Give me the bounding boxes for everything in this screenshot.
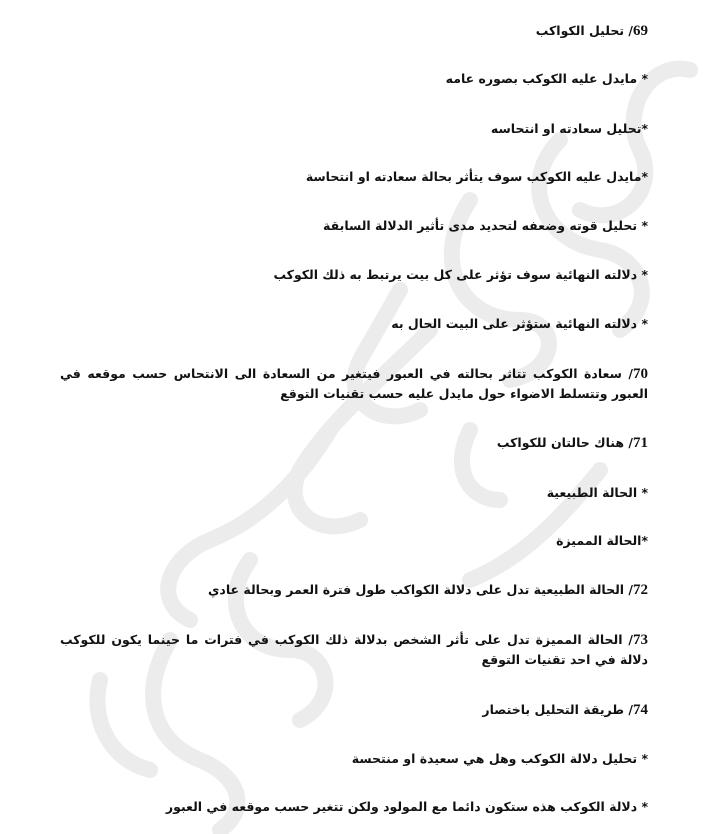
- bullet-line: [60, 69, 648, 89]
- item-72: [60, 580, 648, 600]
- item-74: [60, 700, 648, 720]
- bullet-line: [60, 314, 648, 334]
- bullet-line: [60, 119, 648, 139]
- line-text: *الحالة المميزة: [556, 533, 648, 548]
- line-text: * دلالة الكوكب هذه ستكون دائما مع المولود ولكن تتغير حسب موقعه في العبور: [165, 799, 648, 814]
- item-text: / هناك حالتان للكواكب: [496, 435, 633, 450]
- item-number: 70: [633, 366, 648, 382]
- bullet-line: [60, 265, 648, 285]
- item-number: 74: [633, 702, 648, 718]
- line-text: *تحليل سعادته او انتحاسه: [490, 121, 648, 136]
- item-71: [60, 433, 648, 453]
- item-number: 72: [633, 582, 648, 598]
- item-70: [60, 364, 648, 404]
- item-number: 71: [633, 435, 648, 451]
- item-text: / تحليل الكواكب: [535, 23, 633, 38]
- line-text: * تحليل قوته وضعفه لتحديد مدى تأثير الدلالة السابقة: [323, 218, 648, 233]
- line-text: *مايدل عليه الكوكب سوف يتأثر بحالة سعادته او انتحاسة: [305, 169, 648, 184]
- item-text: / سعادة الكوكب تتاثر بحالته في العبور فيتغير من السعادة الى الانتحاس حسب موقعه في العبور وتتسلط الاضواء حول مايدل عليه حسب تقنيات التوقع: [60, 366, 648, 401]
- item-number: 73: [633, 632, 648, 648]
- item-text: / طريقة التحليل باختصار: [482, 702, 633, 717]
- line-text: * الحالة الطبيعية: [546, 485, 648, 500]
- bullet-line: [60, 797, 648, 817]
- bullet-line: [60, 167, 648, 187]
- line-text: * دلالته النهائية ستؤثر على البيت الحال به: [391, 316, 648, 331]
- item-number: 69: [633, 23, 648, 39]
- line-text: * تحليل دلالة الكوكب وهل هي سعيدة او منتحسة: [351, 751, 648, 766]
- line-text: * دلالته النهائية سوف تؤثر على كل بيت يرتبط به ذلك الكوكب: [273, 267, 648, 282]
- bullet-line: [60, 749, 648, 769]
- bullet-line: [60, 483, 648, 503]
- item-text: / الحالة المميزة تدل على تأثر الشخص بدلالة ذلك الكوكب في فترات ما حينما يكون للكوكب دلالة في احد تقنيات التوقع: [60, 632, 648, 667]
- item-73: [60, 630, 648, 670]
- bullet-line: [60, 216, 648, 236]
- item-69: [60, 21, 648, 41]
- item-text: / الحالة الطبيعية تدل على دلالة الكواكب طول فترة العمر وبحالة عادي: [207, 582, 633, 597]
- line-text: * مايدل عليه الكوكب بصوره عامه: [445, 71, 648, 86]
- bullet-line: [60, 531, 648, 551]
